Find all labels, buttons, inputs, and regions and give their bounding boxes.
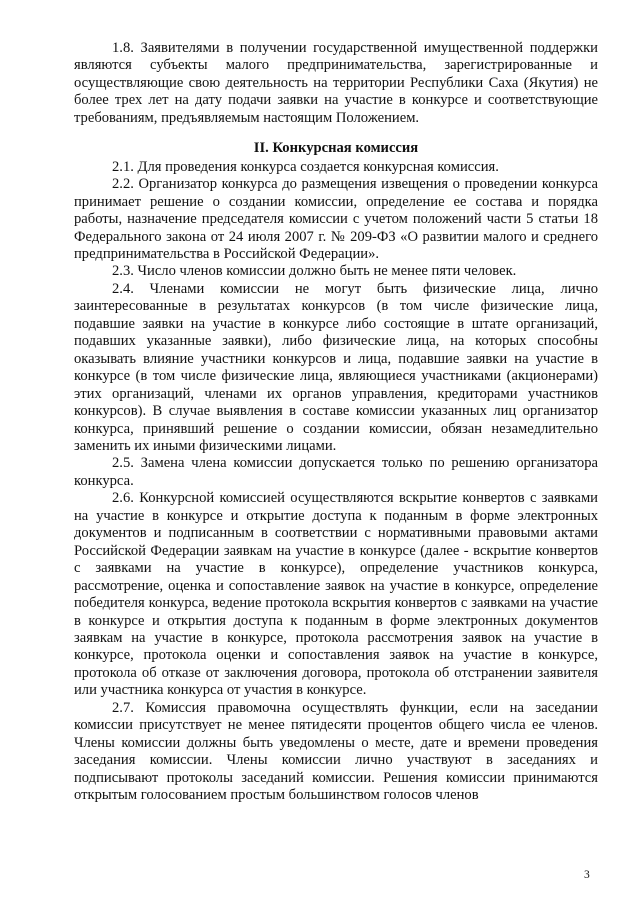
paragraph-1-8: 1.8. Заявителями в получении государственной имущественной поддержки являются субъекты малого предпринимательства, зарегистрированные и осуществляющие свою деятельность на территории Республики Саха (Якутия) не более трех лет на дату подачи заявки на участие в конкурсе и соответствующие требованиям, предъявляемым настоящим Положением. [74,40,598,126]
paragraph-2-3: 2.3. Число членов комиссии должно быть не менее пяти человек. [112,263,517,280]
section-title: II. Конкурсная комиссия [253,140,419,157]
document-page [74,40,598,804]
paragraph-2-2: 2.2. Организатор конкурса до размещения извещения о проведении конкурса принимает решение о создании комиссии, определение ее состава и порядка работы, назначение председателя комиссии с учетом положений части 5 статьи 18 Федерального закона от 24 июля 2007 г. № 209-ФЗ «О развитии малого и среднего предпринимательства в Российской Федерации». [74,176,598,262]
page-number: 3 [584,869,590,881]
paragraph-2-1: 2.1. Для проведения конкурса создается конкурсная комиссия. [112,158,499,175]
paragraph-2-4: 2.4. Членами комиссии не могут быть физические лица, лично заинтересованные в результатах конкурсов (в том числе физические лица, подавшие заявки на участие в конкурсе либо состоящие в штате организаций, подавших указанные заявки), либо физические лица, на которых способны оказывать влияние участники конкурсов и лица, подавшие заявки на участие в конкурсе (в том числе физические лица, являющиеся участниками (акционерами) этих организаций, членами их органов управления, кредиторами участников конкурсов). В случае выявления в составе комиссии указанных лиц организатор конкурса, принявший решение о создании комиссии, обязан незамедлительно заменить их иными физическими лицами. [74,280,598,454]
paragraph-2-6: 2.6. Конкурсной комиссией осуществляются вскрытие конвертов с заявками на участие в конкурсе и открытие доступа к поданным в форме электронных документов и подписанным в соответствии с нормативными правовыми актами Российской Федерации заявкам на участие в конкурсе (далее - вскрытие конвертов с заявками на участие в конкурсе), определение участников конкурса, рассмотрение, оценка и сопоставление заявок на участие в конкурсе, определение победителя конкурса, ведение протокола вскрытия конвертов с заявками на участие в конкурсе и открытия доступа к поданным в форме электронных документов заявкам на участие в конкурсе, протокола рассмотрения заявок на участие в конкурсе, протокола оценки и сопоставления заявок на участие в конкурсе, протокола об отказе от заключения договора, протокола об отстранении заявителя или участника конкурса от участия в конкурсе. [74,490,598,699]
paragraph-2-7: 2.7. Комиссия правомочна осуществлять функции, если на заседании комиссии присутствует не менее пятидесяти процентов общего числа ее членов. Члены комиссии должны быть уведомлены о месте, дате и времени проведения заседания комиссии. Члены комиссии лично участвуют в заседаниях и подписывают протоколы заседаний комиссии. Решения комиссии принимаются открытым голосованием простым большинством голосов членов [74,699,598,804]
paragraph-2-5: 2.5. Замена члена комиссии допускается только по решению организатора конкурса. [74,455,598,489]
